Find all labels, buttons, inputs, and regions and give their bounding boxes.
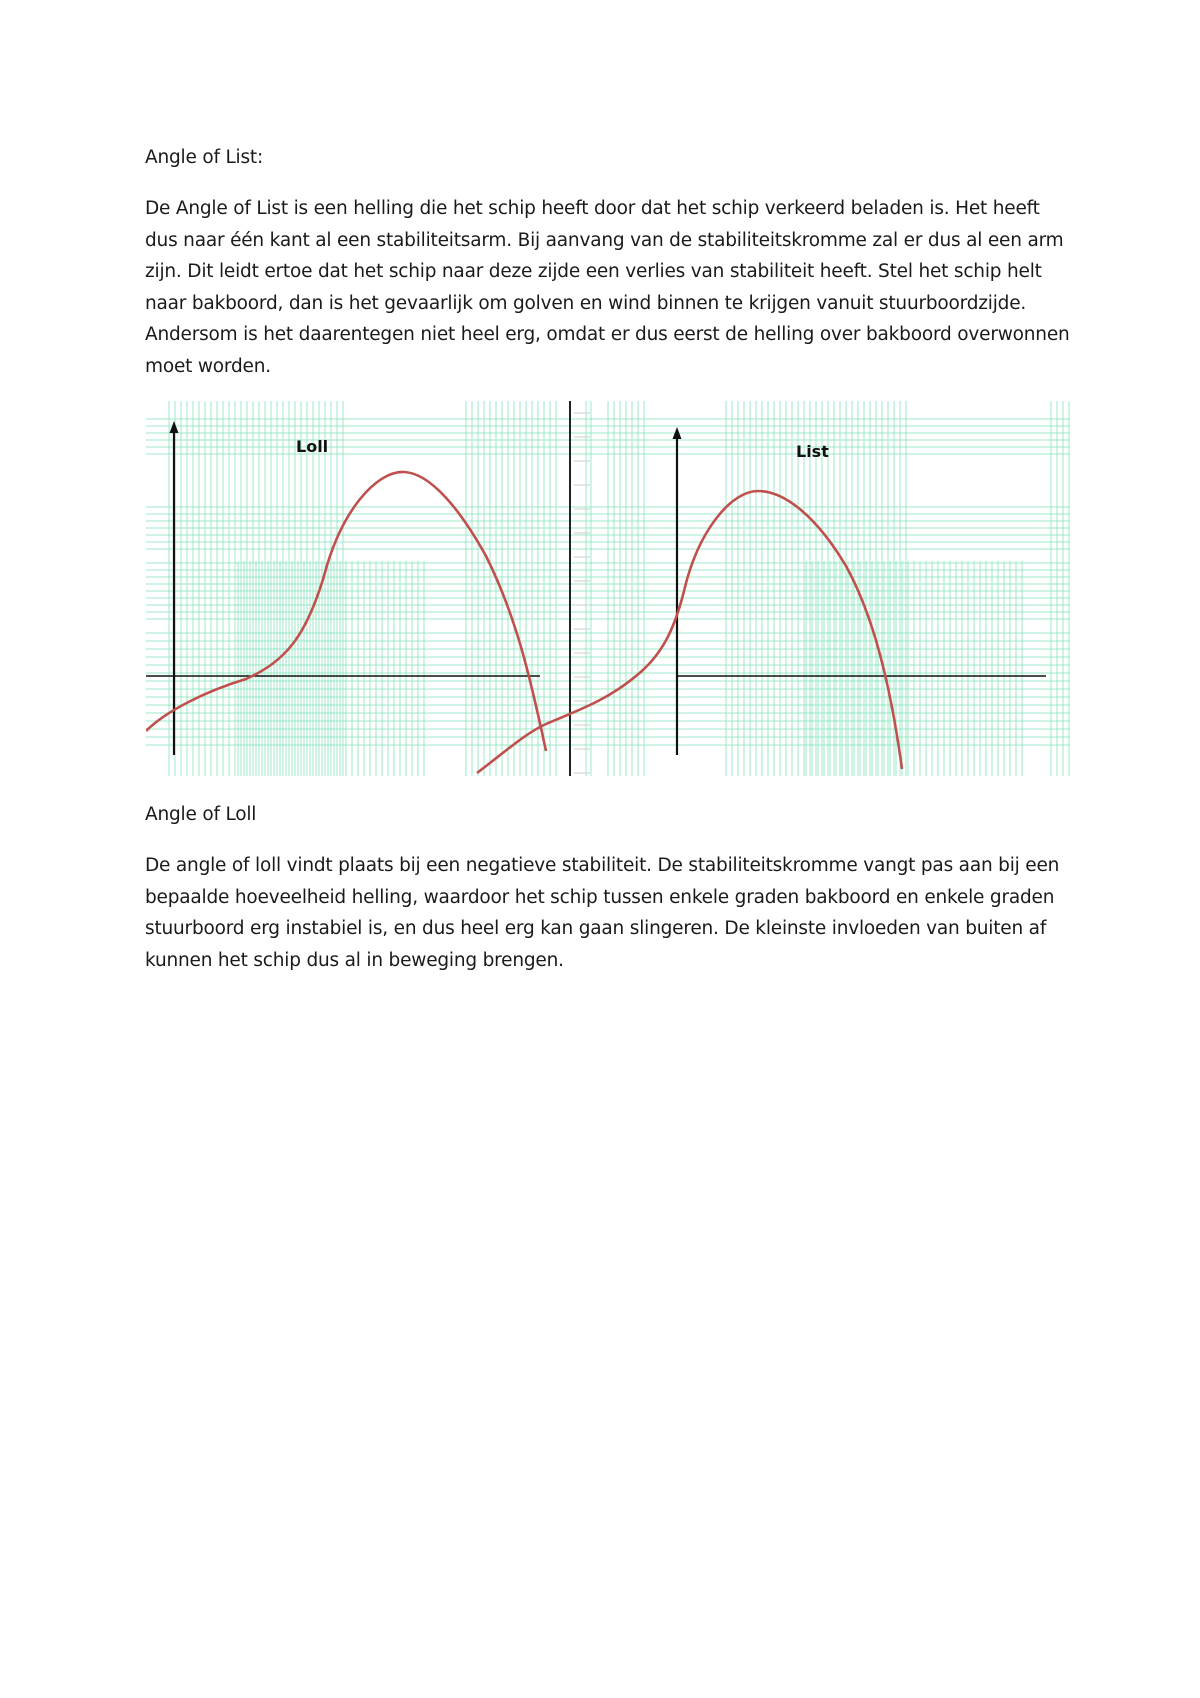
graph-paper-grid	[146, 401, 1070, 776]
divider-ticks	[574, 413, 590, 773]
list-graph-label: List	[796, 442, 829, 461]
loll-graph-label: Loll	[296, 437, 329, 456]
stability-curves-svg	[146, 401, 1070, 776]
angle-of-list-heading-text: Angle of List:	[145, 147, 264, 168]
angle-of-loll-paragraph-text: De angle of loll vindt plaats bij een negatieve stabiliteit. De stabiliteitskromme vangt pas aan bij een bepaalde hoeveelheid helling, waardoor het schip tussen enkele graden bakboord en enkele graden stuurboord erg instabiel is, en dus heel erg kan gaan slingeren. De kleinste invloeden van buiten af kunnen het schip dus al in beweging brengen.	[145, 855, 1060, 971]
angle-of-loll-heading-text: Angle of Loll	[145, 804, 257, 825]
stability-curves-figure	[146, 401, 1070, 776]
angle-of-list-heading	[145, 142, 1075, 174]
angle-of-list-paragraph	[145, 193, 1075, 382]
loll-y-axis-arrow-icon	[170, 421, 179, 433]
angle-of-loll-paragraph	[145, 850, 1075, 976]
angle-of-list-paragraph-text: De Angle of List is een helling die het schip heeft door dat het schip verkeerd beladen is. Het heeft dus naar één kant al een stabiliteitsarm. Bij aanvang van de stabiliteitskromme zal er dus al een arm zijn. Dit leidt ertoe dat het schip naar deze zijde een verlies van stabiliteit heeft. Stel het schip helt naar bakboord, dan is het gevaarlijk om golven en wind binnen te krijgen vanuit stuurboordzijde. Andersom is het daarentegen niet heel erg, omdat er dus eerst de helling over bakboord overwonnen moet worden.	[145, 198, 1070, 377]
angle-of-loll-heading	[145, 799, 1075, 831]
